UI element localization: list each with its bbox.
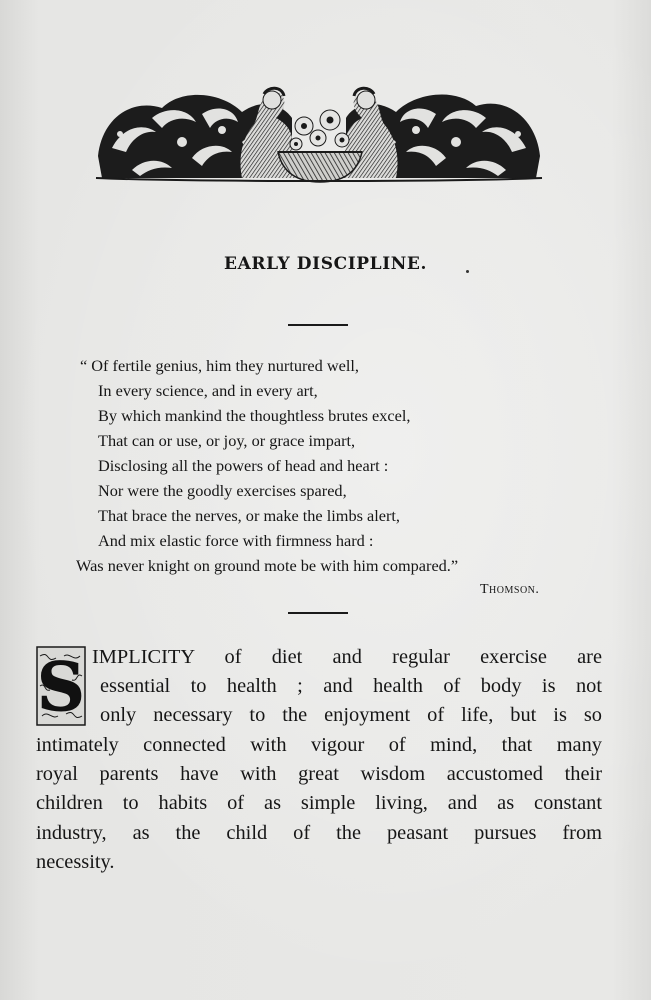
drop-cap-letter: S — [37, 648, 85, 726]
poem-line: In every science, and in every art, — [98, 381, 318, 400]
stray-dot — [466, 270, 469, 273]
poem-line: That can or use, or joy, or grace impart, — [98, 431, 356, 450]
ornamental-drop-cap — [36, 646, 86, 726]
poem-line: Was never knight on ground mote be with him compared.” — [76, 556, 459, 575]
poem-line: Nor were the goodly exercises spared, — [98, 481, 347, 500]
poem-line: By which mankind the thoughtless brutes excel, — [98, 406, 411, 425]
poem-line: Disclosing all the powers of head and heart : — [98, 456, 389, 475]
prose-line: royal parents have with great wisdom accustomed their — [36, 763, 602, 785]
poem-line: And mix elastic force with firmness hard : — [98, 531, 374, 550]
prose-line: essential to health ; and health of body is not — [100, 675, 602, 697]
prose-line: industry, as the child of the peasant pursues from — [36, 822, 602, 844]
section-rule — [288, 612, 348, 614]
chapter-title: EARLY DISCIPLINE. — [224, 254, 427, 274]
prose-line-last: necessity. — [36, 851, 115, 873]
prose-line: children to habits of as simple living, and as constant — [36, 792, 602, 814]
poem-attribution: Thomson. — [480, 582, 540, 597]
poem-line: That brace the nerves, or make the limbs alert, — [98, 506, 400, 525]
floral-headpiece-illustration — [92, 78, 546, 186]
poem-line: “ Of fertile genius, him they nurtured well, — [80, 356, 359, 375]
prose-line: IMPLICITY of diet and regular exercise are — [92, 646, 602, 668]
title-rule — [288, 324, 348, 326]
prose-line: only necessary to the enjoyment of life, but is so — [100, 704, 602, 726]
prose-line: intimately connected with vigour of mind, that many — [36, 734, 602, 756]
